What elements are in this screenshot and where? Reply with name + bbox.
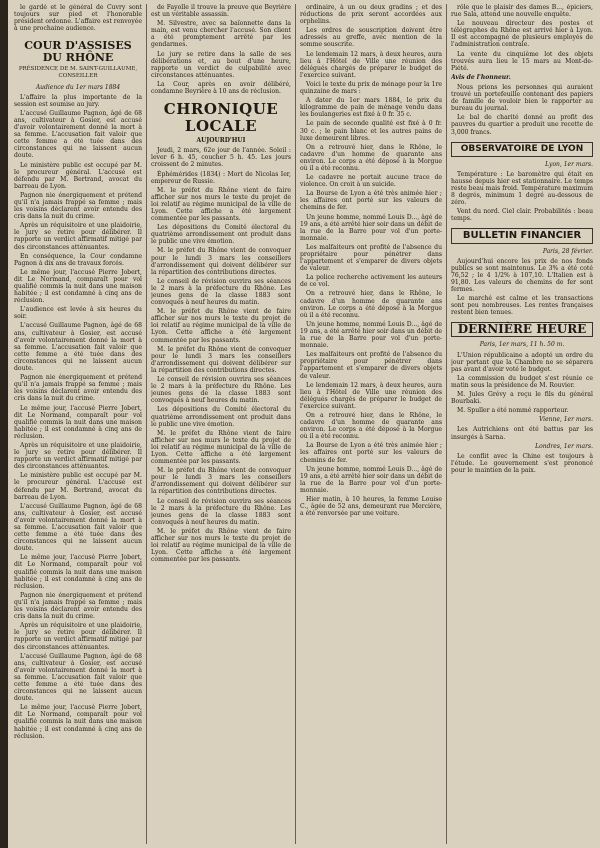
col1-p3b: Le ministère public est occupé par M. le procureur général. L'accusé est défendu par M. Bertrand, avocat du barreau de Lyon. [14, 472, 142, 501]
col1-p1: L'affaire la plus importante de la session est soumise au jury. [14, 93, 142, 108]
col3-p11b: Les malfaiteurs ont profité de l'absence du propriétaire pour pénétrer dans l'appartement et s'emparer de divers objets de valeur. [300, 351, 442, 380]
col3-p2: Les ordres de souscription doivent être adressés au greffe, avec mention de la somme souscrite. [300, 27, 442, 49]
derniere-heure-text: L'Union républicaine a adopté un ordre du jour portant que la Chambre ne se séparera pas avant d'avoir voté le budget. [451, 351, 593, 373]
vienne-date: Vienne, 1er mars. [538, 416, 593, 424]
col1-p6: En conséquence, la Cour condamne Pagnon à dix ans de travaux forcés. [14, 252, 142, 267]
col1-p5b: Après un réquisitoire et une plaidoirie, le jury se retire pour délibérer. Il rapporte un verdict affirmatif mitigé par des circonstances atténuantes. [14, 441, 142, 471]
col3-p3b: Le lendemain 12 mars, à deux heures, aura lieu à l'Hôtel de Ville une réunion des délégués chargés de préparer le budget de l'exercice suivant. [300, 381, 442, 410]
column-3 [300, 4, 442, 844]
col1-p4: Pagnon nie énergiquement et prétend qu'il n'a jamais frappé sa femme ; mais les voisins déclarent avoir entendu des cris dans la nuit du crime. [14, 191, 142, 221]
col2-p7d: M. le préfet du Rhône vient de faire afficher sur nos murs le texte du projet de loi relatif au régime municipal de la ville de Lyon. Cette affiche a été largement commentée par les passants. [151, 527, 291, 564]
avis-title: Avis de l'honneur. [451, 73, 511, 81]
bulletin-text: Aujourd'hui encore les prix de nos fonds publics se sont maintenus. Le 3% a été coté 76,52 ; le 4 1/2% à 107,10. L'Italien est à 91,80. Les valeurs de chemins de fer sont fermes. [451, 257, 593, 293]
col1-p5: Après un réquisitoire et une plaidoirie, le jury se retire pour délibérer. Il rapporte un verdict affirmatif mitigé par des circonstances atténuantes. [14, 222, 142, 251]
col3-p1: ordinaire, à un ou deux gradins ; et des réductions de prix seront accordées aux orphelins. [300, 4, 442, 26]
column-2 [151, 4, 291, 844]
bulletin-heading: BULLETIN FINANCIER [451, 228, 593, 243]
col2-p5: Jeudi, 2 mars, 62e jour de l'année. Soleil : lever 6 h. 45, coucher 5 h. 45. Les jours croissent de 2 minutes. [151, 147, 291, 169]
col1-p4c: Pagnon nie énergiquement et prétend qu'il n'a jamais frappé sa femme ; mais les voisins déclarent avoir entendu des cris dans la nuit du crime. [14, 591, 142, 621]
derniere-heure-text-5: Les Autrichiens ont été battus par les insurgés à Sarna. [451, 426, 593, 441]
col2-p3: Le jury se retire dans la salle de ses délibérations et, au bout d'une heure, rapporte un verdict de culpabilité avec circonstances atténuantes. [151, 50, 291, 79]
col2-p8: Les dépositions du Comité électoral du quatrième arrondissement ont produit dans le public une vive émotion. [151, 224, 291, 246]
chronique-heading: CHRONIQUE LOCALE [163, 100, 279, 136]
derniere-heure-date: Paris, 1er mars, 11 h. 50 m. [479, 341, 565, 349]
col1-intro: le gardé et le général de Cuvry sont toujours sur pied et l'honorable président ordonne. L'affaire est renvoyée à une prochaine audience. [14, 4, 142, 33]
derniere-heure-text-3: M. Jules Grévy a reçu le fils du général Bourbaki. [451, 391, 593, 406]
col1-p4b: Pagnon nie énergiquement et prétend qu'il n'a jamais frappé sa femme ; mais les voisins déclarent avoir entendu des cris dans la nuit du crime. [14, 374, 142, 403]
col3-p9b: La Bourse de Lyon a été très animée hier ; les affaires ont porté sur les valeurs de chemins de fer. [300, 442, 442, 464]
observatoire-text-2: Vent du nord. Ciel clair. Probabilités : beau temps. [451, 208, 593, 223]
col2-p10b: Le conseil de révision ouvrira ses séances le 2 mars à la préfecture du Rhône. Les jeunes gens de la classe 1883 sont convoqués à neuf heures du matin. [151, 376, 291, 405]
londres-date: Londres, 1er mars. [535, 442, 593, 450]
page-binding-edge [0, 0, 8, 848]
col4-p5: Le bal de charité donné au profit des pauvres du quartier a produit une recette de 3,000 francs. [451, 114, 593, 136]
col2-p4: La Cour, après en avoir délibéré, condamne Beyrière à 10 ans de réclusion. [151, 80, 291, 96]
col1-p7b: Le même jour, l'accusé Pierre Jobert, dit Le Normand, comparaît pour vol qualifié commis la nuit dans une maison habitée ; il est condamné à cinq ans de réclusion. [14, 404, 142, 440]
col3-p12: La police recherche activement les auteurs de ce vol. [300, 274, 442, 289]
col1-p2b: L'accusé Guillaume Pagnon, âgé de 68 ans, cultivateur à Gosier, est accusé d'avoir volontairement donné la mort à sa femme. L'accusation fait valoir que cette femme a été tuée dans des circonstances qui ne laissent aucun doute. [14, 322, 142, 373]
observatoire-text: Température : Le baromètre qui était en hausse depuis hier est stationnaire. Le temps reste beau mais froid. Température maximum 8 degrés, minimum 1 degré au-dessous de zéro. [451, 170, 593, 207]
newspaper-page [8, 0, 600, 848]
col2-p9: M. le préfet du Rhône vient de convoquer pour le lundi 3 mars les conseillers d'arrondissement qui doivent délibérer sur la répartition des contributions directes. [151, 247, 291, 276]
col2-p10: Le conseil de révision ouvrira ses séances le 2 mars à la préfecture du Rhône. Les jeunes gens de la classe 1883 sont convoqués à neuf heures du matin. [151, 277, 291, 307]
col1-p3: Le ministère public est occupé par M. le procureur général. L'accusé est défendu par M. Bertrand, avocat du barreau de Lyon. [14, 161, 142, 190]
derniere-heure-text-4: M. Spuller a été nommé rapporteur. [457, 407, 569, 415]
col1-p8: L'audience est levée à six heures du soir. [14, 306, 142, 321]
col1-p7c: Le même jour, l'accusé Pierre Jobert, dit Le Normand, comparaît pour vol qualifié commis la nuit dans une maison habitée ; il est condamné à cinq ans de réclusion. [14, 554, 142, 590]
col3-p10: Un jeune homme, nommé Louis D..., âgé de 19 ans, a été arrêté hier soir dans un débit de la rue de la Barre pour vol d'un porte-monnaie. [300, 213, 442, 242]
col2-p7b: M. le préfet du Rhône vient de faire afficher sur nos murs le texte du projet de loi relatif au régime municipal de la ville de Lyon. Cette affiche a été largement commentée par les passants. [151, 308, 291, 344]
col3-p8: Le cadavre ne portait aucune trace de violence. On croit à un suicide. [300, 174, 442, 189]
col2-p2: M. Silvestre, avec sa baïonnette dans la main, est venu chercher l'accusé. Son client a été promptement arrêté par les gendarmes. [151, 20, 291, 49]
col1-p2: L'accusé Guillaume Pagnon, âgé de 68 ans, cultivateur à Gosier, est accusé d'avoir volontairement donné la mort à sa femme. L'accusation fait valoir que cette femme a été tuée dans des circonstances qui ne laissent aucun doute. [14, 109, 142, 160]
col2-p9b: M. le préfet du Rhône vient de convoquer pour le lundi 3 mars les conseillers d'arrondissement qui doivent délibérer sur la répartition des contributions directes. [151, 345, 291, 374]
col3-p7b: On a retrouvé hier, dans le Rhône, le cadavre d'un homme de quarante ans environ. Le corps a été déposé à la Morgue où il a été reconnu. [300, 290, 442, 319]
assises-heading: COUR D'ASSISES DU RHÔNE [24, 39, 132, 65]
audience-date: Audience du 1er mars 1884 [35, 83, 121, 91]
col1-p7d: Le même jour, l'accusé Pierre Jobert, dit Le Normand, comparaît pour vol qualifié commis la nuit dans une maison habitée ; il est condamné à cinq ans de réclusion. [14, 704, 142, 740]
col2-p1: de Fayolle il trouve la preuve que Beyrière est un véritable assassin. [151, 4, 291, 19]
observatoire-date: Lyon, 1er mars. [545, 160, 593, 168]
col2-p8b: Les dépositions du Comité électoral du quatrième arrondissement ont produit dans le public une vive émotion. [151, 406, 291, 428]
col4-p4: Nous prions les personnes qui auraient trouvé un portefeuille contenant des papiers de famille de vouloir bien le rapporter au bureau du journal. [451, 83, 593, 113]
derniere-heure-text-2: La commission du budget s'est réunie ce matin sous la présidence de M. Rouvier. [451, 374, 593, 389]
col3-p10c: Un jeune homme, nommé Louis D..., âgé de 19 ans, a été arrêté hier soir dans un débit de la rue de la Barre pour vol d'un porte-monnaie. [300, 465, 442, 494]
bulletin-date: Paris, 28 février. [542, 247, 593, 255]
col3-p3: Le lendemain 12 mars, à deux heures, aura lieu à l'Hôtel de Ville une réunion des délégués chargés de préparer le budget de l'exercice suivant. [300, 50, 442, 79]
column-4 [451, 4, 593, 844]
presidence-line: PRÉSIDENCE DE M. SAINT-GUILLAUME, CONSEILLER [18, 66, 138, 80]
col3-p5: A dater du 1er mars 1884, le prix du kilogramme de pain de ménage vendu dans les boulangeries est fixé à 0 fr. 35 c. [300, 97, 442, 119]
col2-p10c: Le conseil de révision ouvrira ses séances le 2 mars à la préfecture du Rhône. Les jeunes gens de la classe 1883 sont convoqués à neuf heures du matin. [151, 497, 291, 526]
col1-p2c: L'accusé Guillaume Pagnon, âgé de 68 ans, cultivateur à Gosier, est accusé d'avoir volontairement donné la mort à sa femme. L'accusation fait valoir que cette femme a été tuée dans des circonstances qui ne laissent aucun doute. [14, 502, 142, 553]
column-1 [14, 4, 142, 844]
aujourdhui-subhead: AUJOURD'HUI [196, 137, 246, 145]
col3-p7: On a retrouvé hier, dans le Rhône, le cadavre d'un homme de quarante ans environ. Le corps a été déposé à la Morgue où il a été reconnu. [300, 143, 442, 172]
column-rule-1 [146, 4, 147, 844]
column-rule-2 [295, 4, 296, 844]
bulletin-text-2: Le marché est calme et les transactions sont peu nombreuses. Les rentes françaises restent bien tenues. [451, 295, 593, 317]
col3-p4: Voici le texte du prix de ménage pour la 1re quinzaine de mars : [300, 80, 442, 96]
col1-p5c: Après un réquisitoire et une plaidoirie, le jury se retire pour délibérer. Il rapporte un verdict affirmatif mitigé par des circonstances atténuantes. [14, 622, 142, 651]
col2-p6: Éphémérides (1834) : Mort de Nicolas Ier, empereur de Russie. [151, 170, 291, 185]
col3-p7c: On a retrouvé hier, dans le Rhône, le cadavre d'un homme de quarante ans environ. Le corps a été déposé à la Morgue où il a été reconnu. [300, 411, 442, 441]
col4-p3: La vente du cinquième lot des objets trouvés aura lieu le 15 mars au Mont-de-Piété. [451, 50, 593, 72]
col3-p6: Le pain de seconde qualité est fixé à 0 fr. 30 c. ; le pain blanc et les autres pains de luxe demeurent libres. [300, 120, 442, 142]
col4-p1: rôle que le plaisir des dames B..., épiciers, rue Sala, attend une nouvelle enquête. [451, 4, 593, 19]
observatoire-heading: OBSERVATOIRE DE LYON [451, 142, 593, 157]
col3-p13: Hier matin, à 10 heures, la femme Louise C., âgée de 52 ans, demeurant rue Mercière, a été renversée par une voiture. [300, 496, 442, 518]
derniere-heure-text-6: Le conflit avec la Chine est toujours à l'étude. Le gouvernement s'est prononcé pour le maintien de la paix. [451, 452, 593, 474]
col2-p7: M. le préfet du Rhône vient de faire afficher sur nos murs le texte du projet de loi relatif au régime municipal de la ville de Lyon. Cette affiche a été largement commentée par les passants. [151, 186, 291, 223]
col3-p9: La Bourse de Lyon a été très animée hier ; les affaires ont porté sur les valeurs de chemins de fer. [300, 190, 442, 212]
col3-p11: Les malfaiteurs ont profité de l'absence du propriétaire pour pénétrer dans l'appartement et s'emparer de divers objets de valeur. [300, 243, 442, 273]
col1-p7: Le même jour, l'accusé Pierre Jobert, dit Le Normand, comparaît pour vol qualifié commis la nuit dans une maison habitée ; il est condamné à cinq ans de réclusion. [14, 268, 142, 305]
col2-p9c: M. le préfet du Rhône vient de convoquer pour le lundi 3 mars les conseillers d'arrondissement qui doivent délibérer sur la répartition des contributions directes. [151, 467, 291, 496]
col3-p10b: Un jeune homme, nommé Louis D..., âgé de 19 ans, a été arrêté hier soir dans un débit de la rue de la Barre pour vol d'un porte-monnaie. [300, 320, 442, 350]
derniere-heure-heading: DERNIÈRE HEURE [451, 322, 593, 337]
col1-p2d: L'accusé Guillaume Pagnon, âgé de 68 ans, cultivateur à Gosier, est accusé d'avoir volontairement donné la mort à sa femme. L'accusation fait valoir que cette femme a été tuée dans des circonstances qui ne laissent aucun doute. [14, 652, 142, 703]
column-rule-3 [446, 4, 447, 844]
col2-p7c: M. le préfet du Rhône vient de faire afficher sur nos murs le texte du projet de loi relatif au régime municipal de la ville de Lyon. Cette affiche a été largement commentée par les passants. [151, 429, 291, 466]
col4-p2: Le nouveau directeur des postes et télégraphes du Rhône est arrivé hier à Lyon. Il est accompagné de plusieurs employés de l'administration centrale. [451, 20, 593, 49]
